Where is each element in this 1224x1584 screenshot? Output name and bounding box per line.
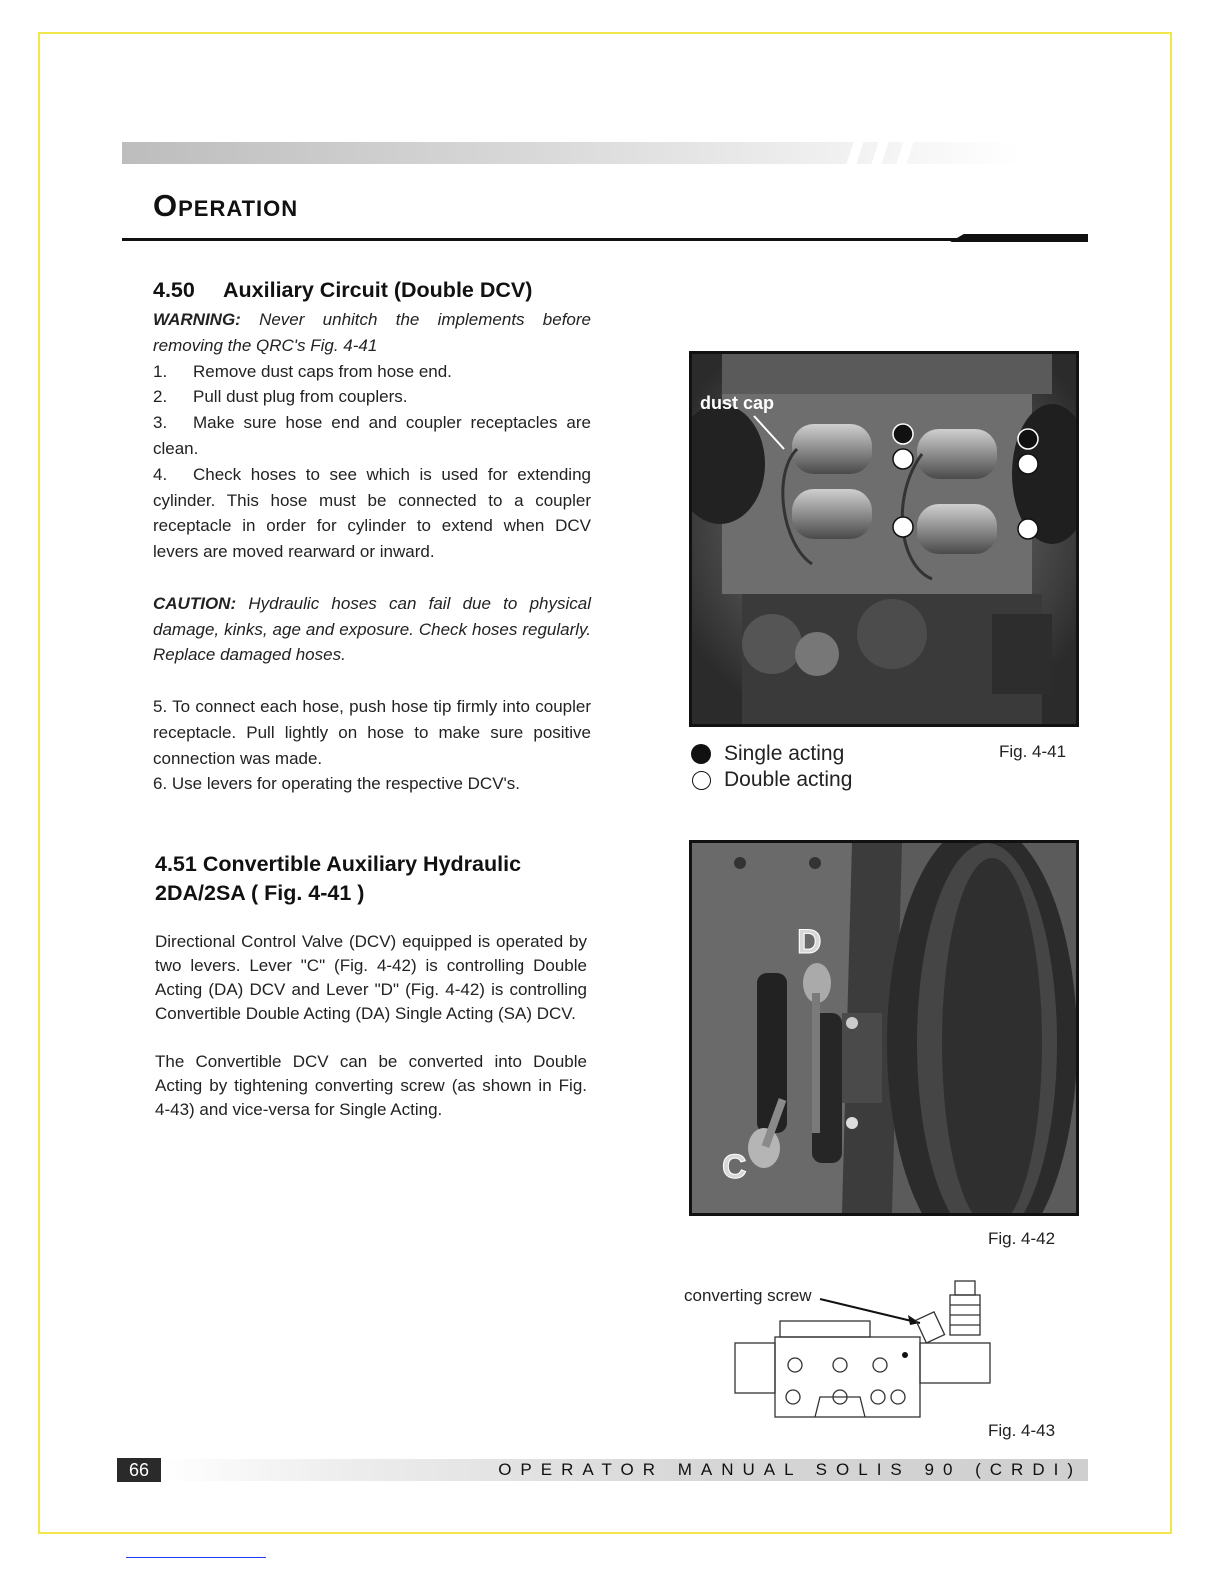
figure-4-43-caption: Fig. 4-43	[988, 1421, 1056, 1440]
hollow-circle-icon	[692, 771, 711, 790]
lever-c-label: C	[722, 1148, 747, 1186]
step-6-text: 6. Use levers for operating the respective DCV's.	[153, 774, 521, 794]
figure-4-41-legend	[691, 741, 852, 793]
section-451-paragraph-1: Directional Control Valve (DCV) equipped is operated by two levers. Lever "C" (Fig. 4-42) is controlling Double Acting (DA) DCV and Lever "D" (Fig. 4-42) is controlling Convertible Double Acting (DA) Single Acting (SA) DCV.	[155, 932, 587, 1023]
section-451-title-line2: 2DA/2SA ( Fig. 4-41 )	[155, 881, 365, 905]
dust-cap-label: dust cap	[700, 393, 775, 413]
levers-photo-illustration	[692, 843, 1076, 1213]
step-number: 2.	[153, 387, 168, 407]
section-450-heading	[153, 278, 532, 303]
step-text: Make sure hose end and coupler receptacles are clean.	[153, 413, 591, 458]
figure-4-42-photo	[689, 840, 1079, 1216]
warning-paragraph	[153, 307, 591, 359]
coupler-photo-illustration	[692, 354, 1076, 724]
section-450-body	[153, 307, 591, 797]
manual-title: OPERATOR MANUAL SOLIS 90 (CRDI)	[498, 1460, 1082, 1479]
page-number: 66	[117, 1458, 161, 1482]
step-item	[153, 384, 591, 410]
figure-4-41-photo	[689, 351, 1079, 727]
title-rule	[122, 238, 1088, 241]
warning-label: WARNING:	[153, 310, 241, 329]
section-451-paragraph-2: The Convertible DCV can be converted into Double Acting by tightening converting screw (as shown in Fig. 4-43) and vice-versa for Single Acting.	[155, 1052, 587, 1119]
legend-double-acting	[691, 767, 852, 793]
warning-text: Never unhitch the implements before removing the QRC's Fig. 4-41	[153, 310, 591, 355]
step-text: Check hoses to see which is used for extending cylinder. This hose must be connected to a coupler receptacle in order for cylinder to extend when DCV levers are moved rearward or inward.	[153, 464, 591, 562]
figure-4-42-caption: Fig. 4-42	[988, 1229, 1056, 1248]
bottom-link-underline	[126, 1557, 266, 1558]
figure-4-41-caption: Fig. 4-41	[999, 742, 1067, 761]
step-text: Remove dust caps from hose end.	[193, 361, 452, 381]
legend-single-label: Single acting	[724, 742, 845, 765]
step-item	[153, 359, 591, 385]
legend-double-label: Double acting	[724, 768, 853, 791]
step-text: Pull dust plug from couplers.	[193, 387, 408, 407]
page-title: Operation	[153, 188, 299, 223]
caution-text: Hydraulic hoses can fail due to physical damage, kinks, age and exposure. Check hoses regularly. Replace damaged hoses.	[153, 593, 591, 665]
caution-paragraph	[153, 591, 591, 668]
title-rule-accent	[950, 234, 1088, 242]
section-451-title-line1: 4.51 Convertible Auxiliary Hydraulic	[155, 852, 522, 876]
step-item	[153, 410, 591, 462]
section-450-number: 4.50	[153, 278, 195, 302]
filled-circle-icon	[691, 744, 711, 764]
caution-label: CAUTION:	[153, 593, 237, 613]
converting-screw-label: converting screw	[684, 1286, 812, 1305]
step-number: 4.	[153, 464, 168, 484]
section-451-heading	[155, 850, 521, 908]
section-450-title: Auxiliary Circuit (Double DCV)	[223, 278, 533, 302]
lever-d-label: D	[797, 923, 822, 961]
step-item	[153, 462, 591, 565]
step-5-text: 5. To connect each hose, push hose tip firmly into coupler receptacle. Pull lightly on hose to make sure positive connection was made.	[153, 696, 591, 768]
section-451-body	[155, 930, 587, 1122]
legend-single-acting	[691, 741, 852, 767]
step-number: 3.	[153, 413, 168, 433]
figure-4-43-diagram	[680, 1275, 1010, 1425]
step-number: 1.	[153, 361, 168, 381]
